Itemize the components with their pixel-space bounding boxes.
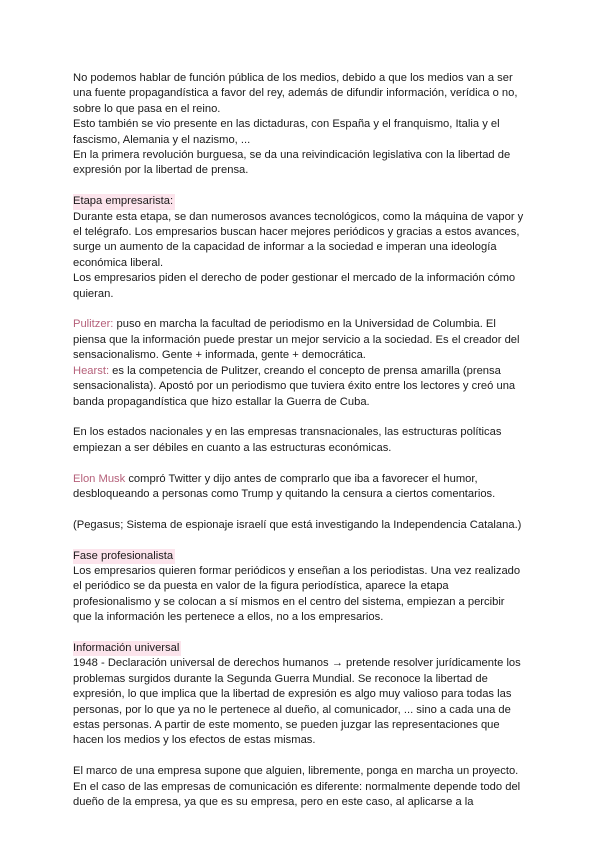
spacer: [73, 502, 525, 517]
estados-paragraph: En los estados nacionales y en las empresas transnacionales, las estructuras políticas empiezan a ser débiles en cuanto a las estructuras económicas.: [73, 426, 502, 454]
spacer: [73, 179, 525, 194]
empresarista-paragraph-2: Los empresarios piden el derecho de poder gestionar el mercado de la información cómo quieran.: [73, 272, 516, 300]
musk-text: compró Twitter y dijo antes de comprarlo que iba a favorecer el humor, desbloqueando a personas como Trump y quitando la censura a ciertos comentarios.: [73, 472, 496, 500]
spacer: [73, 749, 525, 764]
musk-paragraph: [73, 472, 525, 503]
empresarista-paragraph-1: Durante esta etapa, se dan numerosos avances tecnológicos, como la máquina de vapor y el telégrafo. Los empresarios buscan hacer mejores periódicos y gracias a estos avances, surge un aumento de la capacidad de informar a la sociedad e imperan una ideología económica liberal.: [73, 210, 524, 269]
hearst-name: Hearst:: [73, 364, 110, 377]
pegasus-paragraph: (Pegasus; Sistema de espionaje israelí que está investigando la Independencia Catalana.): [73, 518, 522, 531]
pulitzer-paragraph: [73, 317, 525, 363]
hearst-text: es la competencia de Pulitzer, creando el concepto de prensa amarilla (prensa sensacionalista). Apostó por un periodismo que tuviera éxito entre los lectores y creó una banda propagandística que hizo estallar la Guerra de Cuba.: [73, 364, 516, 408]
intro-paragraph-3: En la primera revolución burguesa, se da una reivindicación legislativa con la libertad de expresión por la libertad de prensa.: [73, 149, 511, 177]
spacer: [73, 410, 525, 425]
pulitzer-text: puso en marcha la facultad de periodismo en la Universidad de Columbia. El piensa que la información puede prestar un mejor servicio a la sociedad. Es el creador del sensacionalismo. Gente + informada, gente + democrática.: [73, 318, 520, 362]
heading-informacion-universal: Información universal: [73, 641, 181, 656]
intro-paragraph-2: Esto también se vio presente en las dictaduras, con España y el franquismo, Italia y el fascismo, Alemania y el nazismo, ...: [73, 118, 500, 146]
universal-paragraph: 1948 - Declaración universal de derechos humanos → pretende resolver jurídicamente los problemas surgidos durante la Segunda Guerra Mundial. Se reconoce la libertad de expresión, lo que implica que la libertad de expresión es algo muy valioso para todas las personas, por lo que ya no le pertenece al dueño, al comunicador, ... sino a cada una de estas personas. A partir de este momento, se pueden juzgar las representaciones que hacen los medios y los efectos de estas mismas.: [73, 657, 521, 747]
intro-paragraph-1: No podemos hablar de función pública de los medios, debido a que los medios van a ser una fuente propagandística a favor del rey, además de difundir información, verídica o no, sobre lo que pasa en el reino.: [73, 72, 518, 115]
spacer: [73, 302, 525, 317]
spacer: [73, 626, 525, 641]
heading-fase-profesionalista: Fase profesionalista: [73, 549, 175, 564]
spacer: [73, 456, 525, 471]
hearst-paragraph: [73, 364, 525, 410]
spacer: [73, 533, 525, 548]
profesionalista-paragraph: Los empresarios quieren formar periódicos y enseñan a los periodistas. Una vez realizado el periódico se da puesta en valor de la figura periodística, aparece la etapa profesionalismo y se colocan a sí mismos en el centro del sistema, empiezan a percibir que la información les pertenece a ellos, no a los empresarios.: [73, 564, 521, 624]
musk-name: Elon Musk: [73, 472, 126, 485]
pulitzer-name: Pulitzer:: [73, 318, 114, 331]
document-page: [73, 71, 525, 810]
heading-etapa-empresarista: Etapa empresarista:: [73, 194, 175, 209]
marco-paragraph: El marco de una empresa supone que alguien, libremente, ponga en marcha un proyecto. En el caso de las empresas de comunicación es diferente: normalmente depende todo del dueño de la empresa, ya que es su empresa, pero en este caso, al aplicarse a la: [73, 765, 521, 808]
